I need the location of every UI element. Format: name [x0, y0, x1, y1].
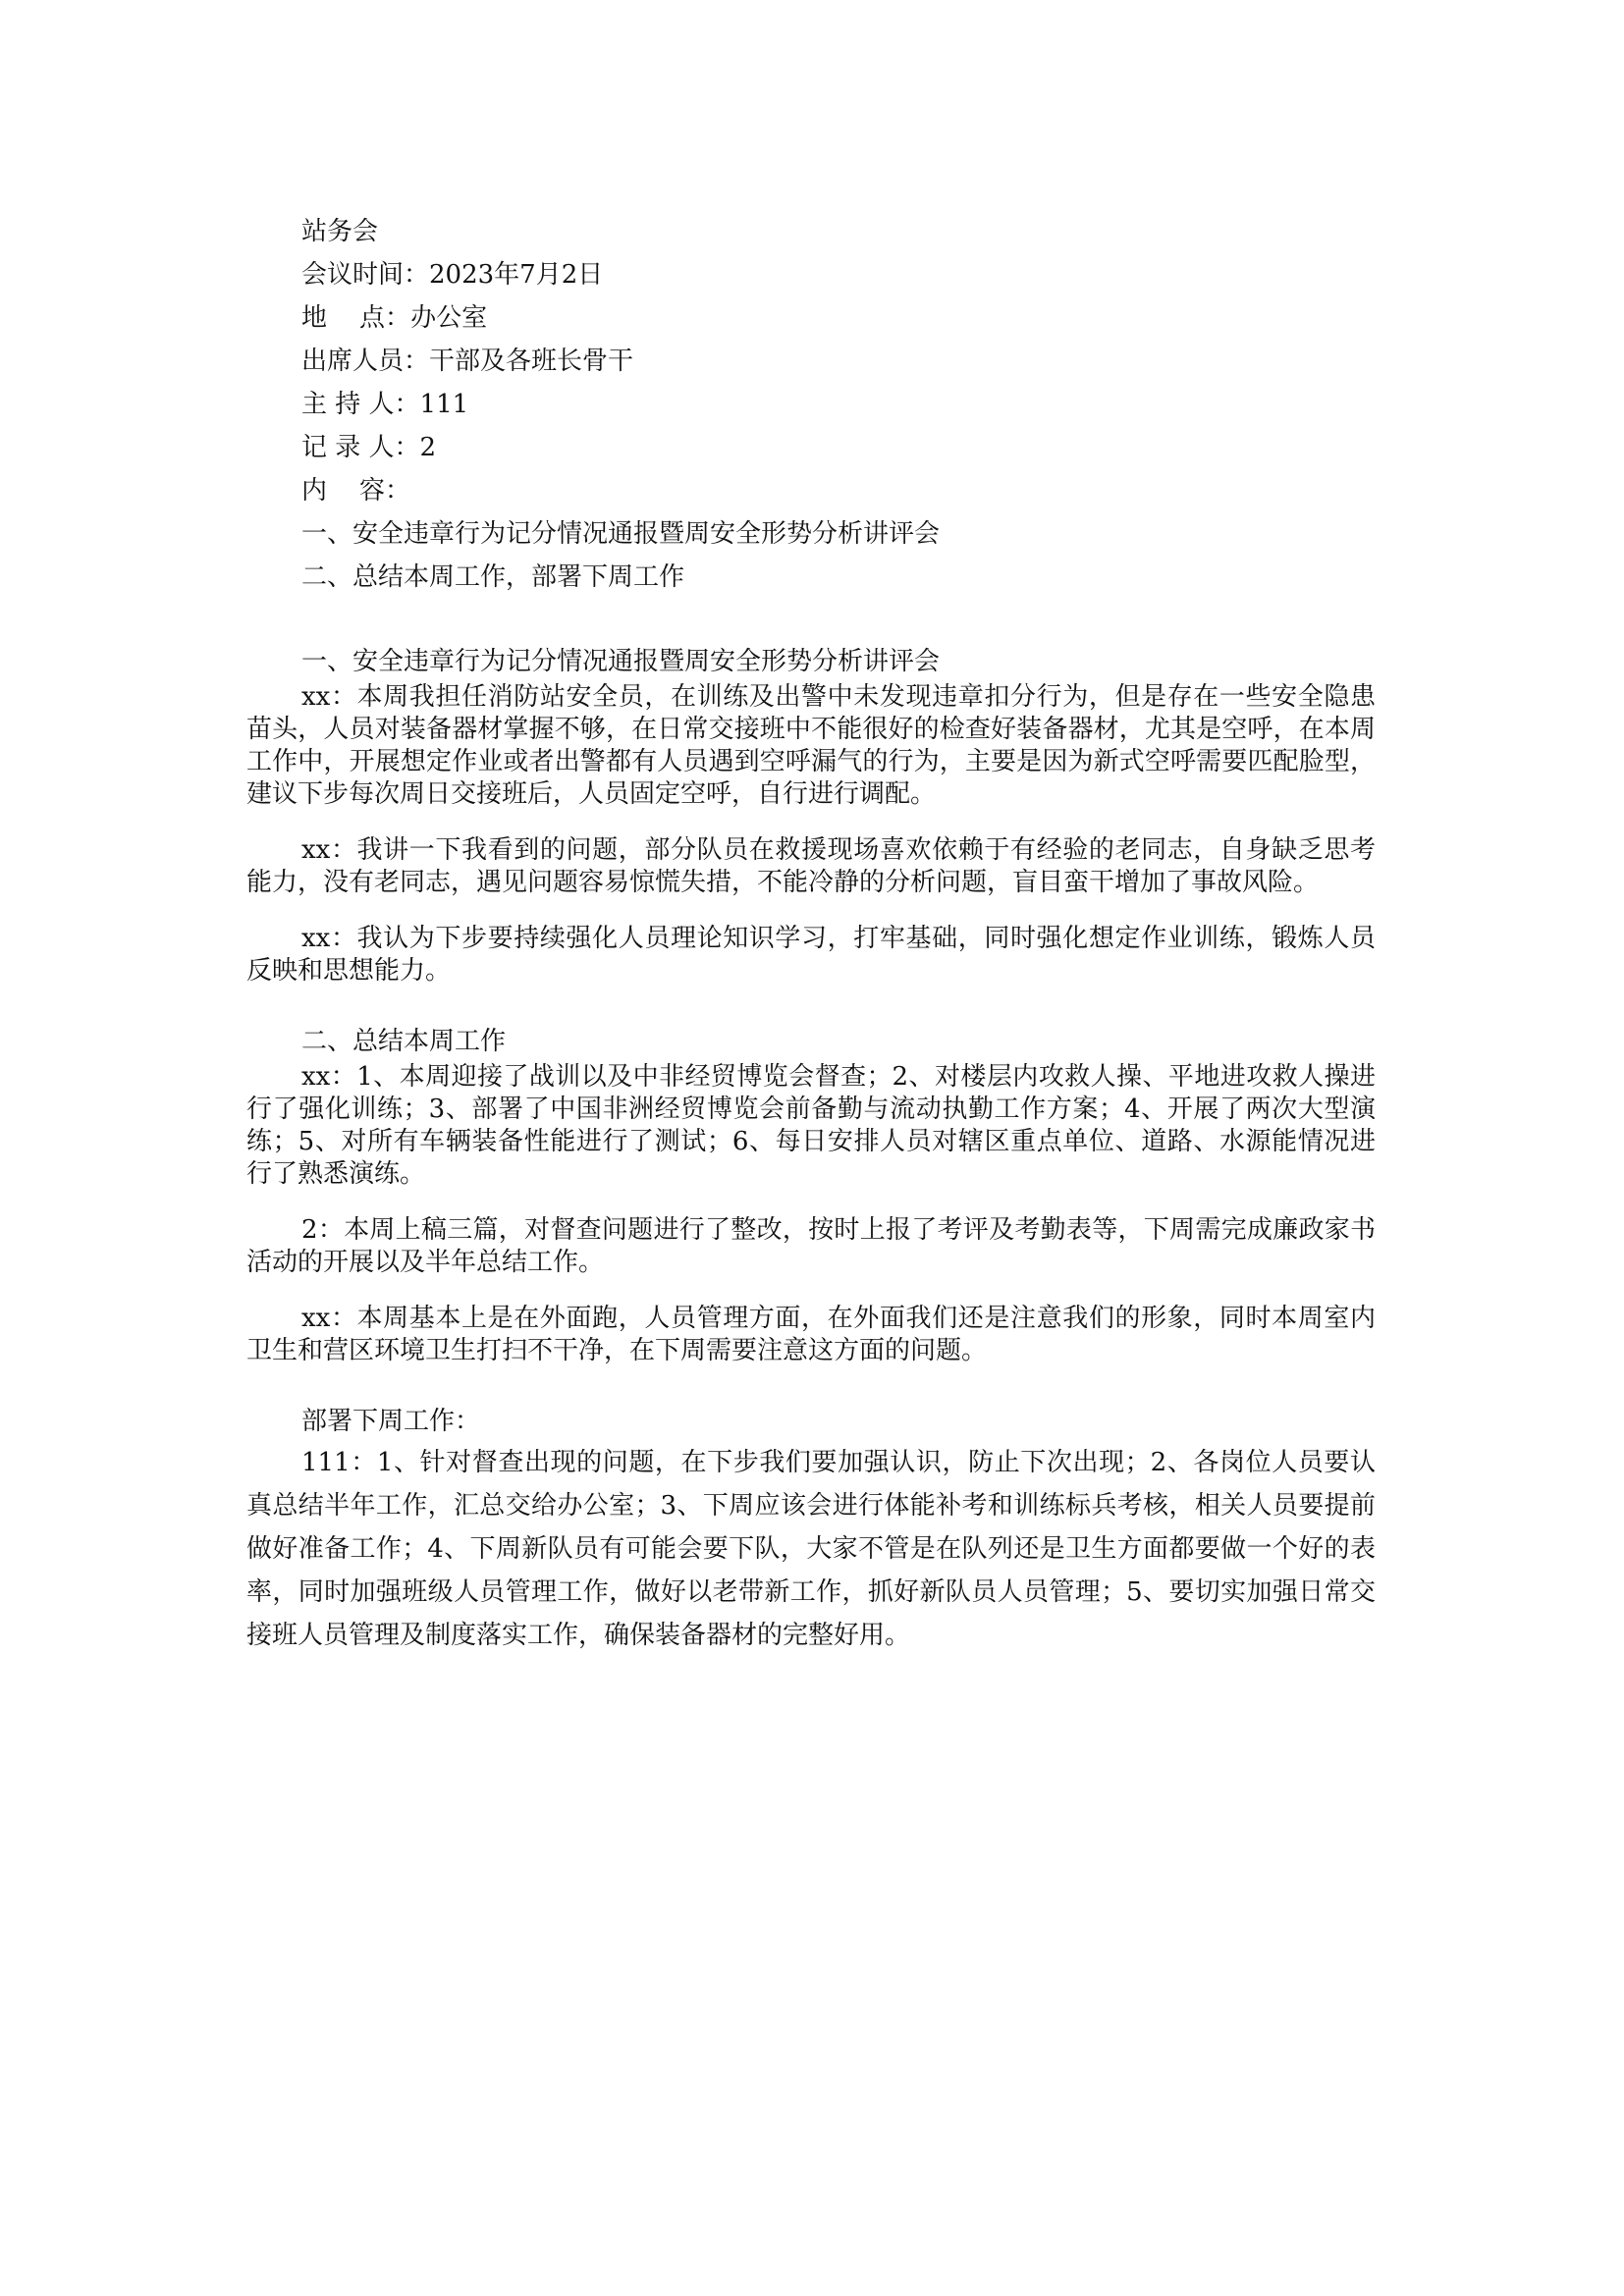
- meta-value: 2: [419, 433, 437, 462]
- meta-label: 主 持 人：: [301, 390, 420, 419]
- host-line: [301, 383, 1376, 426]
- section-heading-summary: 二、总结本周工作: [301, 1027, 507, 1056]
- meta-label: 内 容：: [301, 476, 411, 506]
- section1-paragraph: xx：我认为下步要持续强化人员理论知识学习，打牢基础，同时强化想定作业训练，锻炼人员反映和思想能力。: [246, 924, 1376, 986]
- section-heading-safety: 一、安全违章行为记分情况通报暨周安全形势分析讲评会: [301, 647, 941, 676]
- meta-value: 办公室: [410, 303, 488, 333]
- section3-paragraph: 111：1、针对督查出现的问题，在下步我们要加强认识，防止下次出现；2、各岗位人员要认真总结半年工作，汇总交给办公室；3、下周应该会进行体能补考和训练标兵考核，相关人员要提前做好准备工作；4、下周新队员有可能会要下队，大家不管是在队列还是卫生方面都要做一个好的表率，同时加强班级人员管理工作，做好以老带新工作，抓好新队员人员管理；5、要切实加强日常交接班人员管理及制度落实工作，确保装备器材的完整好用。: [246, 1448, 1376, 1650]
- meeting-location-line: [301, 296, 1376, 340]
- section-heading-next-week: 部署下周工作：: [301, 1407, 481, 1436]
- section2-paragraph: xx：本周基本上是在外面跑，人员管理方面，在外面我们还是注意我们的形象，同时本周室内卫生和营区环境卫生打扫不干净，在下周需要注意这方面的问题。: [246, 1304, 1376, 1365]
- meta-label: 记 录 人：: [301, 433, 420, 462]
- meta-label: 会议时间：: [301, 260, 430, 290]
- document-title: 站务会: [301, 217, 379, 246]
- meta-value: 干部及各班长骨干: [429, 347, 634, 376]
- section2-paragraph: xx：1、本周迎接了战训以及中非经贸博览会督查；2、对楼层内攻救人操、平地进攻救人操进行了强化训练；3、部署了中国非洲经贸博览会前备勤与流动执勤工作方案；4、开展了两次大型演练；5、对所有车辆装备性能进行了测试；6、每日安排人员对辖区重点单位、道路、水源能情况进行了熟悉演练。: [246, 1062, 1376, 1189]
- meta-label: 出席人员：: [301, 347, 430, 376]
- meeting-time-line: [301, 253, 1376, 296]
- meta-label: 地 点：: [301, 303, 411, 333]
- attendees-line: [301, 340, 1376, 383]
- agenda-item-1: 一、安全违章行为记分情况通报暨周安全形势分析讲评会: [301, 519, 941, 549]
- section1-paragraph: xx：本周我担任消防站安全员，在训练及出警中未发现违章扣分行为，但是存在一些安全隐患苗头，人员对装备器材掌握不够，在日常交接班中不能很好的检查好装备器材，尤其是空呼，在本周工作中，开展想定作业或者出警都有人员遇到空呼漏气的行为，主要是因为新式空呼需要匹配脸型，建议下步每次周日交接班后，人员固定空呼，自行进行调配。: [246, 682, 1376, 809]
- meta-value: 2023年7月2日: [429, 260, 604, 290]
- meta-value: 111: [419, 390, 469, 419]
- document-body: [246, 210, 1376, 1657]
- agenda-item-2: 二、总结本周工作，部署下周工作: [301, 562, 685, 592]
- section1-paragraph: xx：我讲一下我看到的问题，部分队员在救援现场喜欢依赖于有经验的老同志，自身缺乏思考能力，没有老同志，遇见问题容易惊慌失措，不能冷静的分析问题，盲目蛮干增加了事故风险。: [246, 835, 1376, 897]
- recorder-line: [301, 426, 1376, 469]
- section2-paragraph: 2：本周上稿三篇，对督查问题进行了整改，按时上报了考评及考勤表等，下周需完成廉政家书活动的开展以及半年总结工作。: [246, 1215, 1376, 1277]
- content-label-line: [301, 469, 1376, 512]
